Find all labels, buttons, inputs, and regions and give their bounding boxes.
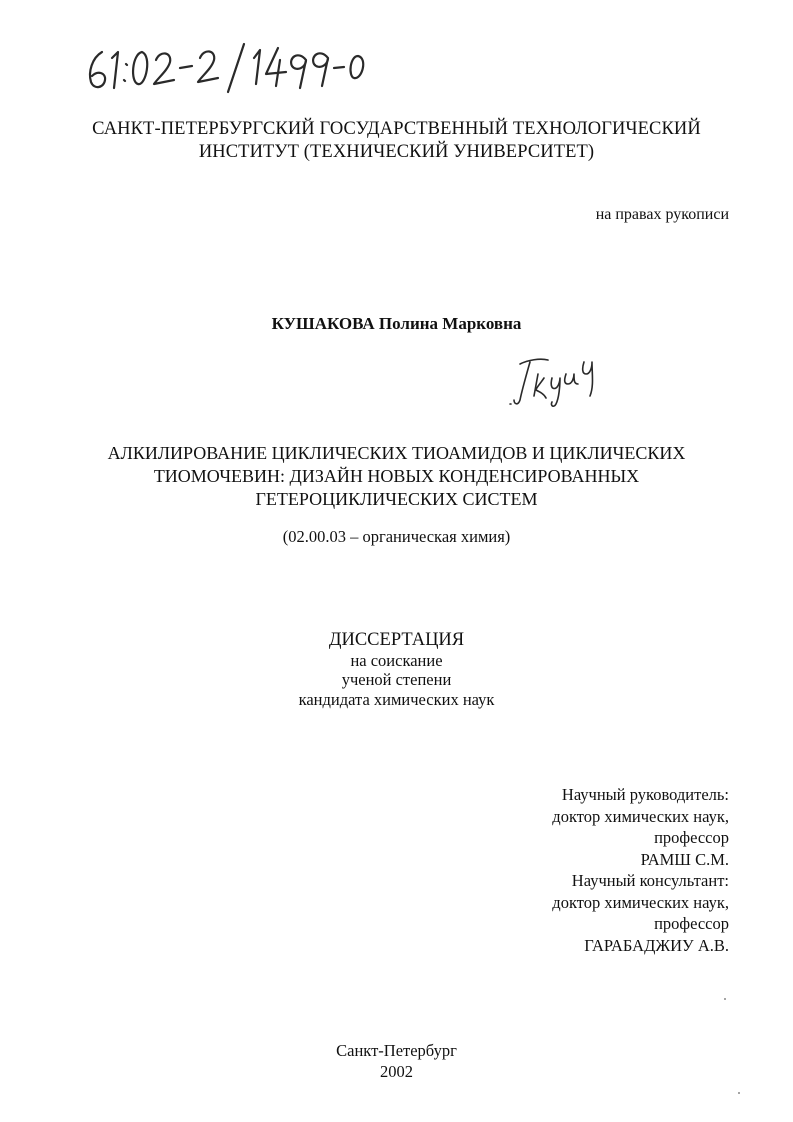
consultant-role: Научный консультант: <box>571 871 729 890</box>
title-line-2: ТИОМОЧЕВИН: ДИЗАЙН НОВЫХ КОНДЕНСИРОВАННЫХ <box>153 466 640 486</box>
author-signature <box>506 352 606 412</box>
degree-line-3: кандидата химических наук <box>298 689 495 709</box>
year: 2002 <box>380 1062 413 1081</box>
advisors-block <box>552 784 729 956</box>
author-name: КУШАКОВА Полина Марковна <box>271 314 522 333</box>
supervisor-name: РАМШ С.М. <box>640 849 729 869</box>
degree-block <box>0 631 793 709</box>
consultant-name: ГАРАБАДЖИУ А.В. <box>584 935 729 955</box>
scan-speck <box>738 1092 740 1094</box>
handwritten-archive-code <box>82 38 372 96</box>
degree-line-1: на соискание <box>350 650 443 670</box>
supervisor-title: профессор <box>654 828 729 847</box>
institution-line-2: ИНСТИТУТ (ТЕХНИЧЕСКИЙ УНИВЕРСИТЕТ) <box>198 142 595 162</box>
degree-line-2: ученой степени <box>341 670 452 689</box>
title-line-1: АЛКИЛИРОВАНИЕ ЦИКЛИЧЕСКИХ ТИОАМИДОВ И ЦИКЛИЧЕСКИХ <box>107 443 686 463</box>
institution-line-1: САНКТ-ПЕТЕРБУРГСКИЙ ГОСУДАРСТВЕННЫЙ ТЕХНОЛОГИЧЕСКИЙ <box>92 119 701 139</box>
consultant-degree: доктор химических наук, <box>552 892 729 912</box>
scan-speck <box>724 998 726 1000</box>
supervisor-degree: доктор химических наук, <box>552 806 729 826</box>
institution-name <box>0 118 793 164</box>
title-line-3: ГЕТЕРОЦИКЛИЧЕСКИХ СИСТЕМ <box>255 489 538 509</box>
city-year-block <box>0 1040 793 1082</box>
specialty-code: (02.00.03 – органическая химия) <box>282 527 511 546</box>
degree-heading: ДИССЕРТАЦИЯ <box>328 630 465 650</box>
consultant-title: профессор <box>654 914 729 933</box>
city: Санкт-Петербург <box>336 1041 457 1060</box>
supervisor-role: Научный руководитель: <box>561 785 729 804</box>
dissertation-title <box>0 442 793 511</box>
manuscript-rights-note: на правах рукописи <box>595 206 729 223</box>
